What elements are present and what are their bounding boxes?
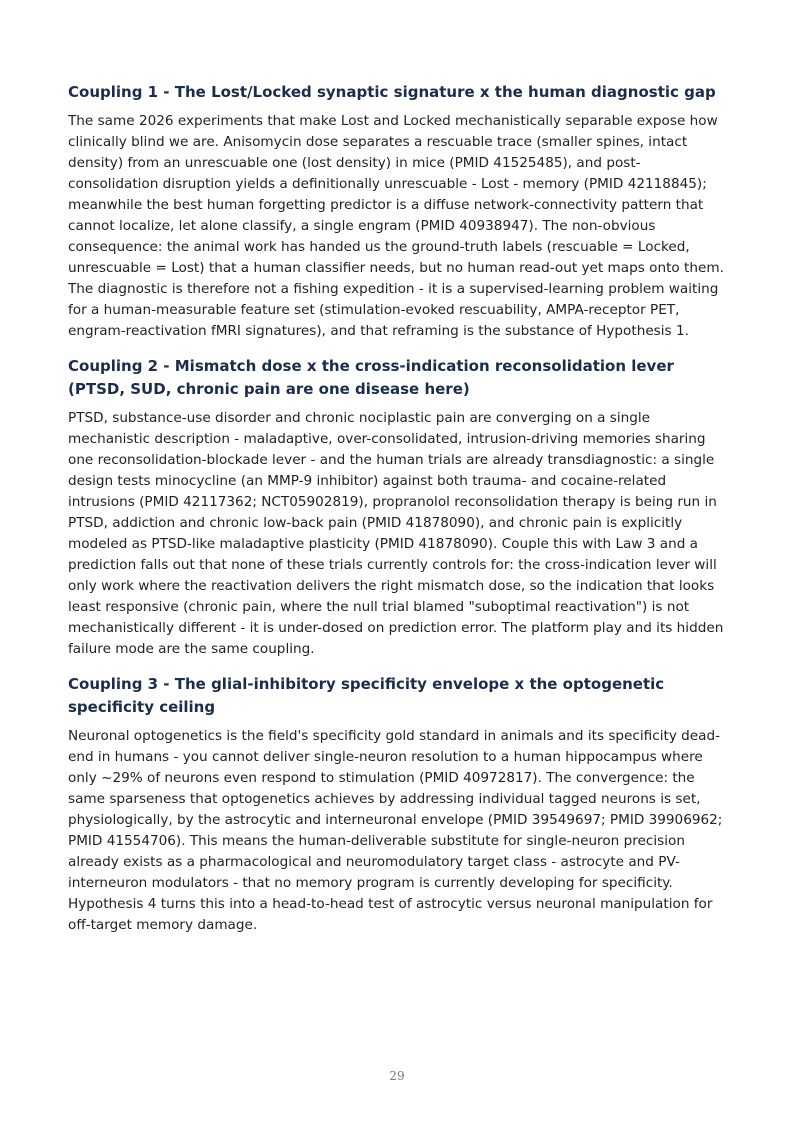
page-content: [68, 81, 728, 949]
section-heading: Coupling 2 - Mismatch dose x the cross-indication reconsolidation lever (PTSD, SUD, chronic pain are one disease here): [68, 357, 674, 398]
section-coupling-3: [68, 673, 728, 936]
section-paragraph: PTSD, substance-use disorder and chronic nociplastic pain are converging on a single mechanistic description - maladaptive, over-consolidated, intrusion-driving memories sharing one reconsolidation-blockade lever - and the human trials are already transdiagnostic: a single design tests minocycline (an MMP-9 inhibitor) against both trauma- and cocaine-related intrusions (PMID 42117362; NCT05902819), propranolol reconsolidation therapy is being run in PTSD, addiction and chronic low-back pain (PMID 41878090), and chronic pain is explicitly modeled as PTSD-like maladaptive plasticity (PMID 41878090). Couple this with Law 3 and a prediction falls out that none of these trials currently controls for: the cross-indication lever will only work where the reactivation delivers the right mismatch dose, so the indication that looks least responsive (chronic pain, where the null trial blamed "suboptimal reactivation") is not mechanistically different - it is under-dosed on prediction error. The platform play and its hidden failure mode are the same coupling.: [68, 410, 724, 657]
section-coupling-1: [68, 81, 728, 342]
section-heading: Coupling 3 - The glial-inhibitory specificity envelope x the optogenetic specificity ceiling: [68, 675, 665, 716]
page-number: 29: [389, 1069, 405, 1083]
section-paragraph: Neuronal optogenetics is the field's specificity gold standard in animals and its specificity dead-end in humans - you cannot deliver single-neuron resolution to a human hippocampus where only ~29% of neurons even respond to stimulation (PMID 40972817). The convergence: the same sparseness that optogenetics achieves by addressing individual tagged neurons is set, physiologically, by the astrocytic and interneuronal envelope (PMID 39549697; PMID 39906962; PMID 41554706). This means the human-deliverable substitute for single-neuron precision already exists as a pharmacological and neuromodulatory target class - astrocyte and PV-interneuron modulators - that no memory program is currently developing for specificity. Hypothesis 4 turns this into a head-to-head test of astrocytic versus neuronal manipulation for off-target memory damage.: [68, 728, 723, 933]
section-coupling-2: [68, 355, 728, 660]
section-heading: Coupling 1 - The Lost/Locked synaptic signature x the human diagnostic gap: [68, 83, 716, 101]
section-paragraph: The same 2026 experiments that make Lost and Locked mechanistically separable expose how clinically blind we are. Anisomycin dose separates a rescuable trace (smaller spines, intact density) from an unrescuable one (lost density) in mice (PMID 41525485), and post-consolidation disruption yields a definitionally unrescuable - Lost - memory (PMID 42118845); meanwhile the best human forgetting predictor is a diffuse network-connectivity pattern that cannot localize, let alone classify, a single engram (PMID 40938947). The non-obvious consequence: the animal work has handed us the ground-truth labels (rescuable = Locked, unrescuable = Lost) that a human classifier needs, but no human read-out yet maps onto them. The diagnostic is therefore not a fishing expedition - it is a supervised-learning problem waiting for a human-measurable feature set (stimulation-evoked rescuability, AMPA-receptor PET, engram-reactivation fMRI signatures), and that reframing is the substance of Hypothesis 1.: [68, 113, 724, 339]
